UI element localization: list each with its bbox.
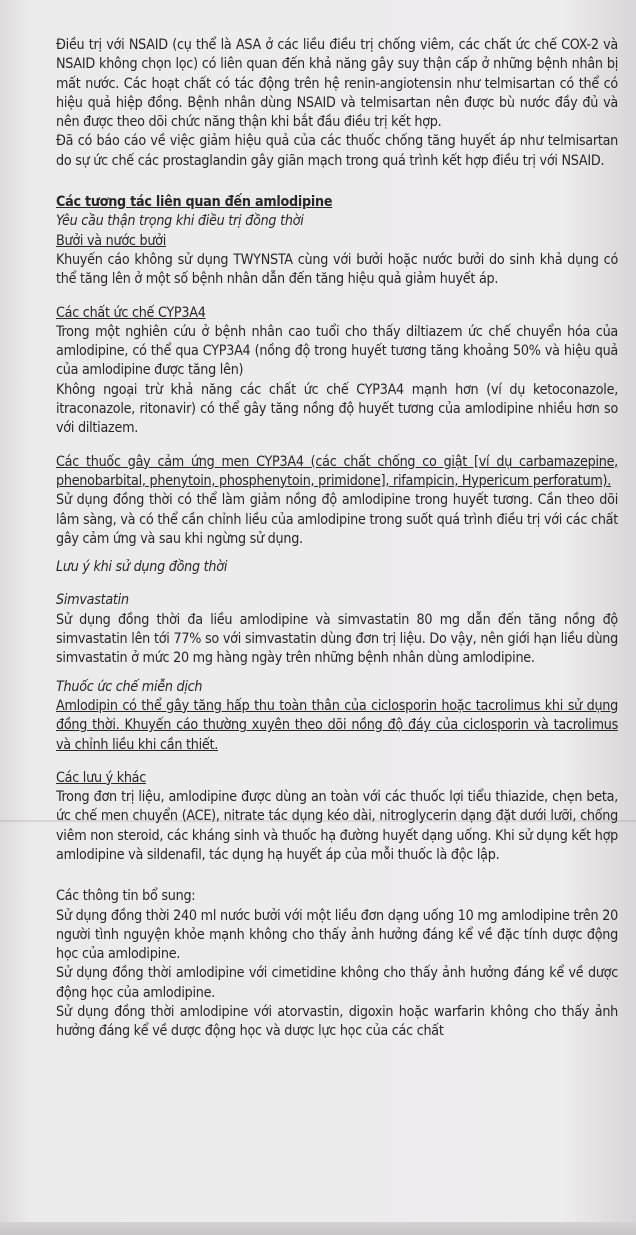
caution-subheading: Yêu cầu thận trọng khi điều trị đồng thời — [56, 213, 304, 230]
additional-info-title: Các thông tin bổ sung: — [56, 888, 196, 905]
simvastatin-title: Simvastatin — [56, 592, 129, 609]
nsaid-paragraph-2: Đã có báo cáo về việc giảm hiệu quả của các thuốc chống tăng huyết áp như telmisartan do sự ức chế các prostaglandin gây giãn mạch trong quá trình kết hợp điều trị với NSAID. — [56, 133, 618, 169]
simvastatin-text: Sử dụng đồng thời đa liều amlodipine và simvastatin 80 mg dẫn đến tăng nồng độ simvastatin lên tới 77% so với simvastatin dùng đơn trị liệu. Do vậy, nên giới hạn liều dùng simvastatin ở mức 20 mg hàng ngày trên những bệnh nhân dùng amlodipine. — [56, 611, 618, 667]
immunosuppressant-text: Amlodipin có thể gây tăng hấp thu toàn thân của ciclosporin hoặc tacrolimus khi sử dụng đồng thời. Khuyến cáo thường xuyên theo dõi nồng độ đáy của ciclosporin và tacrolimus và chỉnh liều khi cần thiết. — [56, 697, 618, 753]
amlodipine-section-heading: Các tương tác liên quan đến amlodipine — [56, 194, 333, 211]
page-bottom-edge — [0, 1222, 636, 1235]
nsaid-paragraph-1: Điều trị với NSAID (cụ thể là ASA ở các liều điều trị chống viêm, các chất ức chế COX-2 và NSAID không chọn lọc) có liên quan đến khả năng gây suy thận cấp ở những bệnh nhân bị mất nước. Các hoạt chất có tác động trên hệ renin-angiotensin như telmisartan có thể có hiệu quả hiệp đồng. Bệnh nhân dùng NSAID và telmisartan nên được bù nước đầy đủ và nên được theo dõi chức năng thận khi bắt đầu điều trị kết hợp. — [56, 37, 618, 131]
additional-info-text-1: Sử dụng đồng thời 240 ml nước bưởi với một liều đơn dạng uống 10 mg amlodipine trên 20 người tình nguyện khỏe mạnh không cho thấy ảnh hưởng đáng kể về đặc tính dược động học của amlodipine. — [56, 907, 618, 963]
notes-subheading: Lưu ý khi sử dụng đồng thời — [56, 559, 228, 576]
cyp3a4-inhibitors-text-2: Không ngoại trừ khả năng các chất ức chế CYP3A4 mạnh hơn (ví dụ ketoconazole, itraconazole, ritonavir) có thể gây tăng nồng độ huyết tương của amlodipine nhiều hơn so với diltiazem. — [56, 381, 618, 437]
cyp3a4-inducers-text: Sử dụng đồng thời có thể làm giảm nồng độ amlodipine trong huyết tương. Cần theo dõi lâm sàng, và có thể cần chỉnh liều của amlodipine trong suốt quá trình điều trị với các chất gây cảm ứng và sau khi ngừng sử dụng. — [56, 492, 618, 547]
grapefruit-text: Khuyến cáo không sử dụng TWYNSTA cùng với bưởi hoặc nước bưởi do sinh khả dụng có thể tăng lên ở một số bệnh nhân dẫn đến tăng hiệu quả giảm huyết áp. — [56, 251, 618, 288]
additional-info-text-2: Sử dụng đồng thời amlodipine với cimetidine không cho thấy ảnh hưởng đáng kể về dược động học của amlodipine. — [56, 965, 618, 1001]
grapefruit-title: Bưởi và nước bưởi — [56, 232, 167, 249]
immunosuppressant-title: Thuốc ức chế miễn dịch — [56, 678, 203, 695]
cyp3a4-inhibitors-text-1: Trong một nghiên cứu ở bệnh nhân cao tuổi cho thấy diltiazem ức chế chuyển hóa của amlodipine, có thể qua CYP3A4 (nồng độ trong huyết tương tăng khoảng 50% và hiệu quả của amlodipine được tăng lên) — [56, 323, 618, 379]
other-notes-title: Các lưu ý khác — [56, 769, 147, 786]
cyp3a4-inhibitors-title: Các chất ức chế CYP3A4 — [56, 304, 206, 321]
document-body — [56, 36, 618, 1042]
additional-info-text-3: Sử dụng đồng thời amlodipine với atorvastin, digoxin hoặc warfarin không cho thấy ảnh hưởng đáng kể về dược động học và dược lực học của các chất — [56, 1004, 618, 1040]
cyp3a4-inducers-title: Các thuốc gây cảm ứng men CYP3A4 (các chất chống co giật [ví dụ carbamazepine, phenobarbital, phenytoin, phosphenytoin, primidone], rifampicin, Hypericum perforatum). — [56, 453, 618, 489]
other-notes-text: Trong đơn trị liệu, amlodipine được dùng an toàn với các thuốc lợi tiểu thiazide, chẹn beta, ức chế men chuyển (ACE), nitrate tác dụng kéo dài, nitroglycerin dạng đặt dưới lưỡi, chống viêm non steroid, các kháng sinh và thuốc hạ đường huyết dạng uống. Khi sử dụng kết hợp amlodipine và sildenafil, tác dụng hạ huyết áp của mỗi thuốc là độc lập. — [56, 789, 618, 863]
